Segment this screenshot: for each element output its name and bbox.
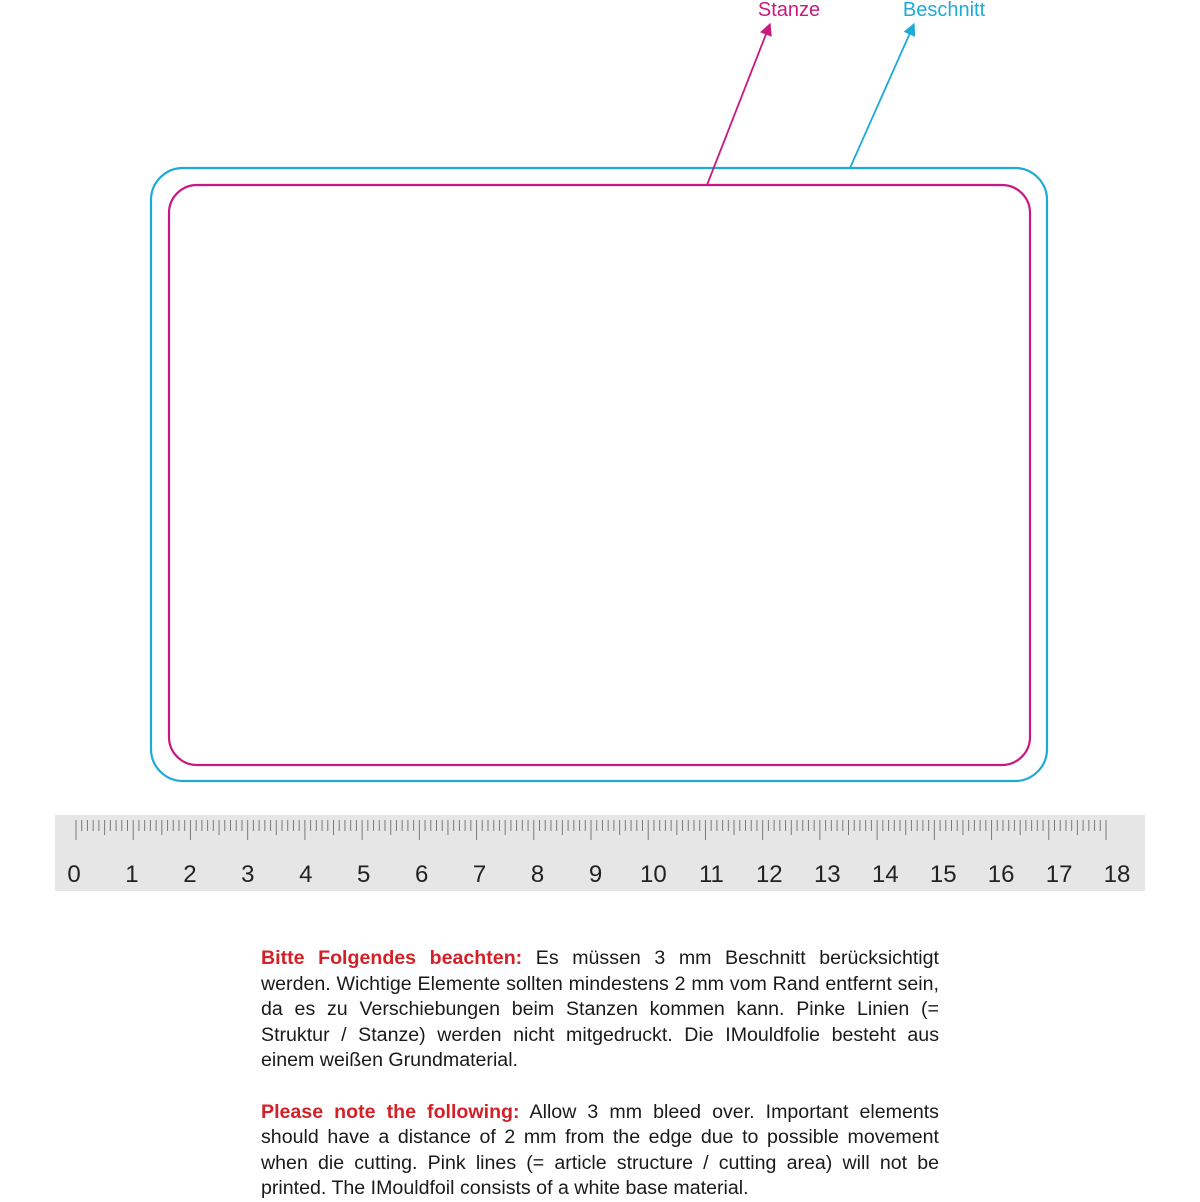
ruler-number: 7 [472,861,487,888]
note-german-body: Es müssen 3 mm Beschnitt berücksichtigt werden. Wichtige Elemente sollten mindestens 2 mm vom Rand entfernt sein, da es zu Verschiebungen beim Stanzen kommen kann. Pinke Linien (= Struktur / Stanze) werden nicht mitgedruckt. Die IMouldfolie besteht aus einem weißen Grundmaterial. [261,947,940,1072]
ruler-number: 1 [125,861,139,888]
ruler-number: 14 [871,861,899,888]
note-german [261,946,939,1074]
note-german-heading: Bitte Folgendes beachten: [261,947,523,969]
ruler-number: 5 [357,861,371,888]
note-english-heading: Please note the following: [261,1100,520,1123]
ruler-number: 2 [183,861,197,888]
ruler-number: 0 [67,861,81,888]
notes [261,946,939,1202]
ruler-number: 16 [987,861,1015,888]
ruler-number: 18 [1103,861,1131,888]
bleed-outline [151,168,1047,781]
ruler-number: 11 [698,861,724,888]
ruler-number: 8 [530,861,545,888]
ruler-number: 10 [640,861,667,888]
ruler-number: 3 [241,861,255,888]
bleed-label: Beschnitt [902,0,986,21]
ruler-number: 6 [415,861,429,888]
ruler-number: 9 [588,861,603,888]
ruler-number: 17 [1045,861,1073,888]
bleed-leader-arrow [850,24,914,168]
die-cut-label: Stanze [757,0,821,21]
ruler [55,815,1145,891]
ruler-number: 12 [755,861,783,888]
die-cut-outline [169,185,1030,765]
ruler-number: 4 [299,861,313,888]
note-english-body: Allow 3 mm bleed over. Important elements should have a distance of 2 mm from the edge due to possible movement when die cutting. Pink lines (= article structure / cutting area) will not be printed. The IMouldfoil consists of a white base material. [261,1100,939,1200]
ruler-number: 15 [929,861,957,888]
ruler-number: 13 [813,861,841,888]
die-cut-leader-arrow [707,24,770,185]
note-english [261,1100,939,1202]
